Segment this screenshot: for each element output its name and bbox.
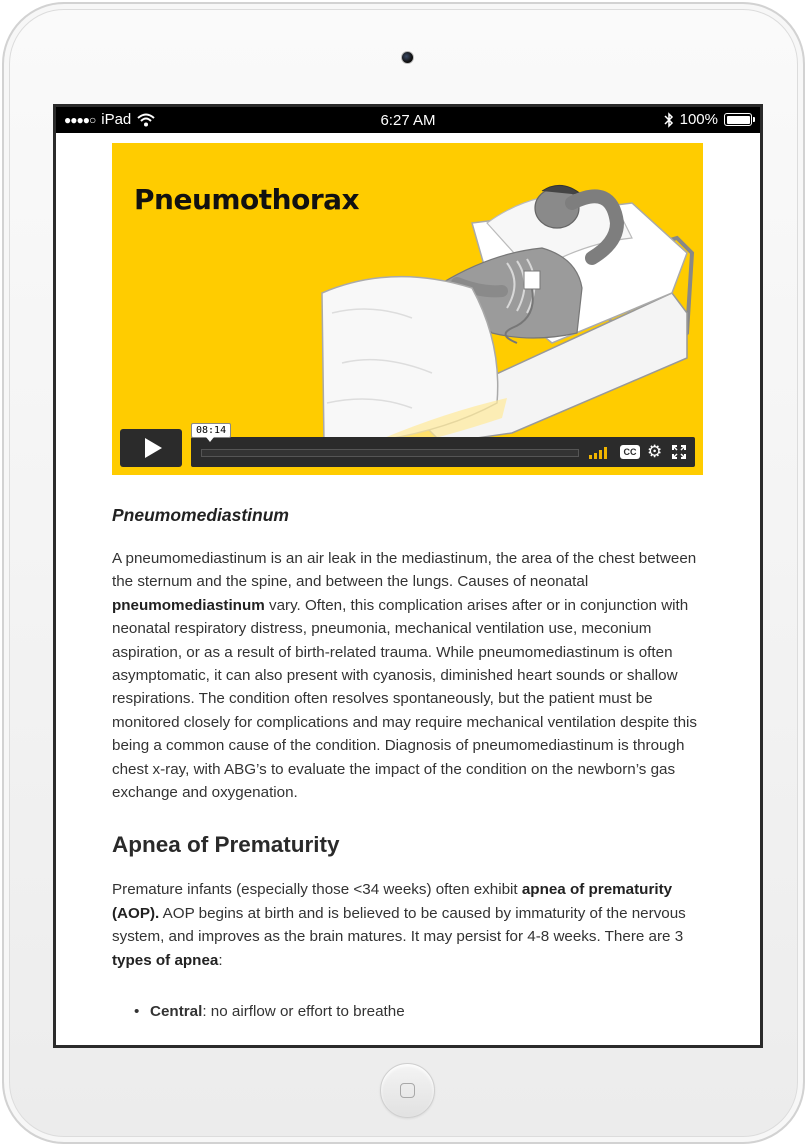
control-bar	[191, 437, 695, 467]
progress-bar[interactable]	[201, 449, 579, 457]
home-square-icon	[400, 1083, 415, 1098]
play-icon	[145, 438, 162, 458]
article-body	[112, 503, 704, 1023]
volume-icon[interactable]	[589, 445, 611, 459]
paragraph: Premature infants (especially those <34 weeks) often exhibit apnea of prematurity (AOP). AOP begins at birth and is believed to be caused by immaturity of the nervous system, and improves as the brain matures. It may persist for 4-8 weeks. There are 3 types of apnea:	[112, 881, 686, 969]
time-tooltip: 08:14	[191, 423, 231, 438]
page-content[interactable]	[56, 133, 760, 1048]
closed-captions-icon[interactable]: CC	[620, 445, 640, 459]
status-bar	[56, 107, 760, 133]
list-item: • Central: no airflow or effort to breathe	[134, 1000, 704, 1023]
play-button[interactable]	[120, 429, 182, 467]
home-button[interactable]	[380, 1063, 435, 1118]
bluetooth-icon	[664, 112, 674, 128]
front-camera	[401, 51, 414, 64]
carrier-label: iPad	[101, 111, 132, 128]
section-subheading: Pneumomediastinum	[112, 505, 289, 525]
signal-strength-icon: ●●●●○	[64, 112, 96, 127]
video-player[interactable]	[112, 143, 703, 475]
gear-icon[interactable]: ⚙	[647, 442, 663, 461]
battery-icon	[724, 113, 752, 126]
apnea-types-list	[112, 1000, 704, 1023]
section-heading: Apnea of Prematurity	[112, 832, 340, 858]
video-title: Pneumothorax	[134, 183, 360, 216]
video-controls	[120, 425, 695, 467]
screen	[53, 104, 763, 1048]
battery-percent: 100%	[679, 111, 718, 128]
paragraph: A pneumomediastinum is an air leak in the mediastinum, the area of the chest between the sternum and the spine, and between the lungs. Causes of neonatal pneumomediastinum vary. Often, this complication arises after or in conjunction with neonatal respiratory distress, pneumonia, mechanical ventilation use, meconium aspiration, or as a result of birth-related trauma. While pneumomediastinum is often asymptomatic, it can also present with cyanosis, diminished heart sounds or shallow respirations. The condition often resolves spontaneously, but the patient must be monitored closely for complications and may require mechanical ventilation despite this being a common cause of the condition. Diagnosis of pneumomediastinum is through chest x-ray, with ABG’s to evaluate the impact of the condition on the newborn’s gas exchange and oxygenation.	[112, 550, 698, 802]
clock: 6:27 AM	[380, 112, 436, 129]
fullscreen-icon[interactable]	[672, 445, 686, 459]
ipad-device-frame	[2, 2, 805, 1144]
